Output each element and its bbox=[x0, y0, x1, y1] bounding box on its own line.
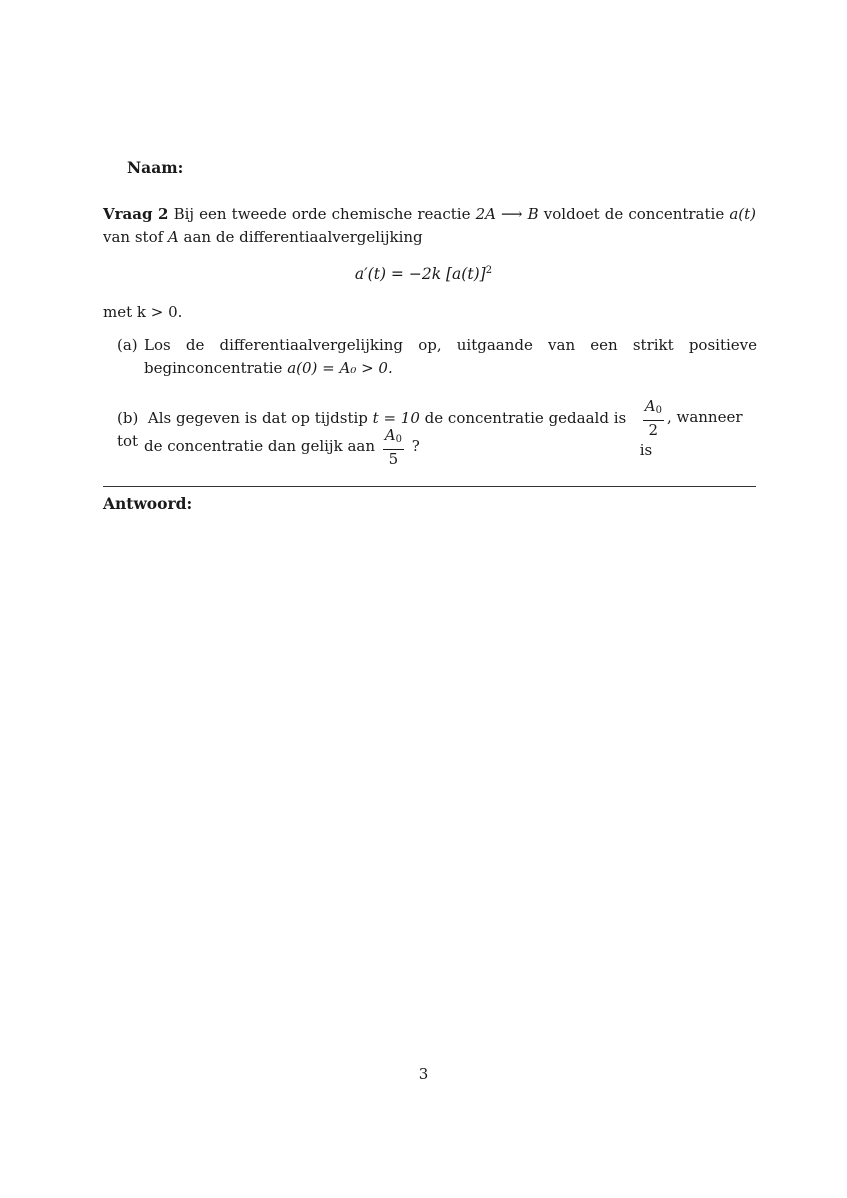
answer-label: Antwoord: bbox=[103, 494, 193, 513]
substance-symbol: A bbox=[167, 228, 179, 246]
frac1-numerator: A bbox=[644, 397, 656, 415]
reaction-formula: 2A ⟶ B bbox=[475, 205, 539, 223]
part-a bbox=[117, 334, 757, 380]
fraction-a0-over-5 bbox=[383, 426, 404, 468]
part-b-text-2: de concentratie gedaald is tot bbox=[117, 408, 627, 450]
question-intro-1: Bij een tweede orde chemische reactie bbox=[168, 205, 476, 223]
part-b-label: (b) bbox=[117, 408, 139, 427]
question-intro-2: voldoet de concentratie bbox=[538, 205, 730, 223]
equation-exponent: 2 bbox=[485, 265, 493, 276]
part-a-label: (a) bbox=[117, 336, 138, 354]
frac2-subscript: 0 bbox=[395, 434, 402, 445]
divider-rule bbox=[103, 486, 756, 487]
question-label: Vraag 2 bbox=[103, 205, 169, 223]
concentration-symbol: a(t) bbox=[729, 205, 756, 223]
frac1-denominator: 2 bbox=[648, 421, 659, 439]
page-number: 3 bbox=[418, 1065, 429, 1083]
question-intro-4: aan de differentiaalvergelijking bbox=[178, 228, 423, 246]
part-b-text-4: de concentratie dan gelijk aan bbox=[144, 437, 375, 455]
part-a-text: Los de differentiaalvergelijking op, uitgaande van een strikt positieve beginconcentratie bbox=[144, 336, 757, 377]
differential-equation bbox=[0, 259, 847, 286]
part-b-math-1: t = 10 bbox=[372, 408, 420, 427]
part-b-text-5: ? bbox=[407, 437, 420, 455]
frac2-denominator: 5 bbox=[388, 450, 399, 468]
frac1-subscript: 0 bbox=[655, 405, 662, 416]
equation-body: a′(t) = −2k [a(t)] bbox=[354, 265, 486, 283]
fraction-a0-over-2 bbox=[643, 397, 664, 439]
question-text bbox=[103, 203, 756, 249]
part-b-text-3: , wanneer is bbox=[639, 408, 743, 459]
frac2-numerator: A bbox=[384, 426, 396, 444]
name-label: Naam: bbox=[127, 158, 184, 177]
part-b-text-1: Als gegeven is dat op tijdstip bbox=[147, 408, 373, 427]
question-intro-3: van stof bbox=[103, 228, 168, 246]
part-b-line-2 bbox=[144, 426, 420, 466]
condition-text: met k > 0. bbox=[103, 303, 183, 321]
part-a-math: a(0) = A₀ > 0. bbox=[287, 359, 393, 377]
